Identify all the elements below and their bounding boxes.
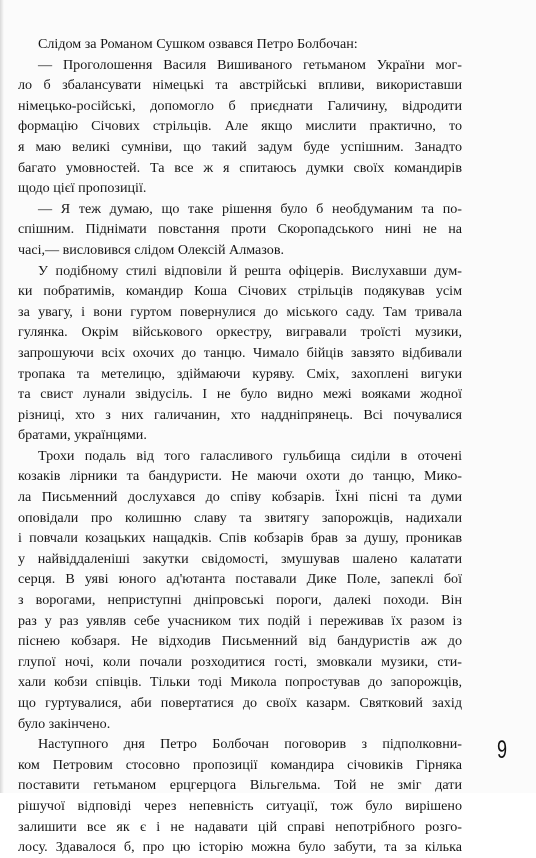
text-line: запрошуючи всіх охочих до танцю. Чимало бійців завзято відбивали bbox=[18, 344, 462, 361]
text-line: глупої ночі, коли почали розходитися гості, змовкали музики, сти- bbox=[18, 653, 462, 670]
text-line: формацію Січових стрільців. Але якщо мислити практично, то bbox=[18, 118, 462, 135]
text-line: Наступного дня Петро Болбочан поговорив з підполковни- bbox=[38, 736, 462, 753]
text-line: було закінчено. bbox=[18, 715, 111, 732]
text-line: що гуртувалися, аби повертатися до своїх казарм. Святковий захід bbox=[18, 695, 462, 711]
page-number: 9 bbox=[497, 736, 508, 764]
text-line: і повчали козацьких нащадків. Спів кобзарів брав за душу, проникав bbox=[18, 530, 462, 547]
text-line: братами, українцями. bbox=[18, 427, 147, 444]
text-line: рішучої відповіді через непевність ситуації, тож було вирішено bbox=[18, 797, 462, 814]
text-line: Слідом за Романом Сушком озвався Петро Болбочан: bbox=[38, 36, 358, 52]
text-line: у найвіддаленіші закутки свідомості, змушував шалено калатати bbox=[18, 550, 462, 567]
text-line: та свист лунали звідусіль. І не було видно межі вояками жодної bbox=[18, 386, 462, 403]
text-line: часі,— висловився слідом Олексій Алмазов. bbox=[18, 241, 285, 258]
text-line: гулянка. Окрім військового оркестру, вигравали троїсті музики, bbox=[18, 324, 462, 341]
text-line: ла Письменний дослухався до співу кобзарів. Їхні пісні та думи bbox=[18, 489, 462, 506]
text-line: лосу. Здавалося б, про цю історію можна було забути, та за кілька bbox=[18, 839, 462, 856]
text-line: спішним. Піднімати повстання проти Скоропадського нині не на bbox=[18, 221, 462, 238]
text-line: раз у раз уявляв себе учасником тих подій і переживав їх разом із bbox=[18, 612, 462, 629]
text-line: з ворогами, неприступні дніпровські пороги, далекі походи. Він bbox=[18, 592, 462, 609]
text-line: німецько-російські, допомогло б приєднати Галичину, відродити bbox=[18, 97, 462, 114]
text-line: оповідали про колишню славу та звитягу запорожців, надихали bbox=[18, 509, 462, 526]
text-line: піснею кобзаря. Не відходив Письменний від бандуристів аж до bbox=[18, 633, 462, 650]
text-line: залишити все як є і не надавати цій справі непотрібного розго- bbox=[18, 818, 462, 835]
text-line: за увагу, і вони гуртом повернулися до міського саду. Там тривала bbox=[18, 303, 462, 320]
text-line: У подібному стилі відповіли й решта офіцерів. Вислухавши дум- bbox=[38, 262, 462, 279]
text-line: я маю великі сумніви, що такий задум буде успішним. Занадто bbox=[18, 138, 462, 155]
text-line: тропака та метелицю, здіймаючи куряву. Сміх, захоплені вигуки bbox=[18, 365, 462, 382]
scan-edge-shadow bbox=[0, 0, 4, 793]
text-line: Трохи подаль від того галасливого гульбища сиділи в оточені bbox=[38, 447, 462, 464]
text-line: поставити гетьманом ерцгерцога Вільгельма. Той не зміг дати bbox=[18, 777, 462, 794]
page-text-body bbox=[18, 34, 462, 858]
text-line: ло б збалансувати німецькі та австрійські впливи, використавши bbox=[18, 77, 462, 94]
text-line: багато умовностей. Та все ж я спитаюсь думки своїх командирів bbox=[18, 159, 462, 176]
text-line: серця. В уяві юного ад'ютанта поставали Дике Поле, запеклі бої bbox=[18, 571, 462, 588]
text-line: щодо цієї пропозиції. bbox=[18, 180, 147, 197]
text-line: різниці, хто з них галичанин, хто наддніпрянець. Всі почувалися bbox=[18, 406, 462, 423]
text-line: ки побратимів, командир Коша Січових стрільців подякував усім bbox=[18, 283, 462, 300]
text-line: козаків лірники та бандуристи. Не маючи охоти до танцю, Мико- bbox=[18, 468, 462, 485]
text-line: — Я теж думаю, що таке рішення було б необдуманим та по- bbox=[38, 200, 462, 217]
text-line: — Проголошення Василя Вишиваного гетьманом України мог- bbox=[38, 56, 462, 73]
text-line: хали кобзи співців. Тільки тоді Микола попростував до запорожців, bbox=[18, 674, 462, 691]
text-line: ком Петровим стосовно пропозиції командира січовиків Гірняка bbox=[18, 756, 462, 773]
